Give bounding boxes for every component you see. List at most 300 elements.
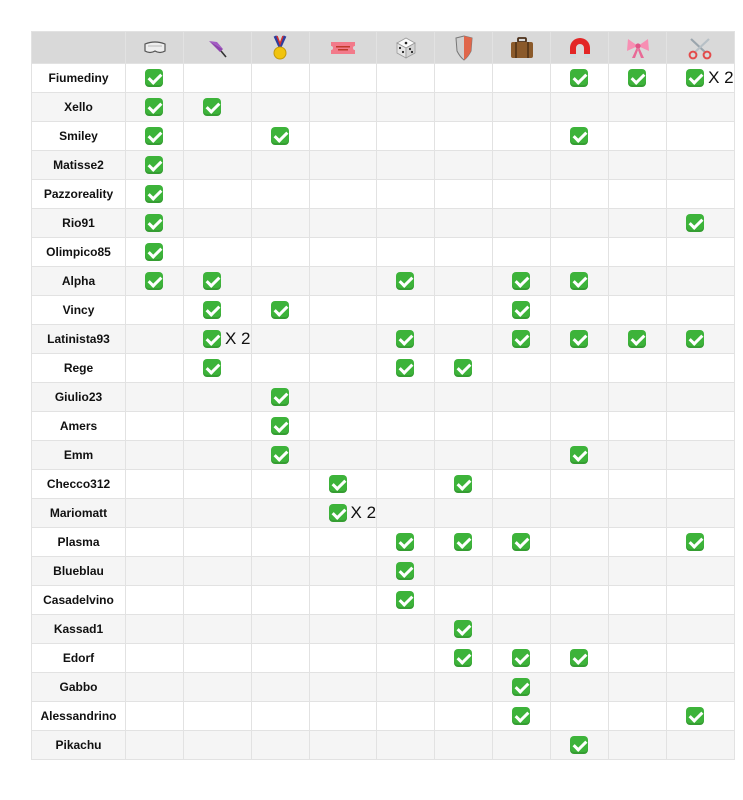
collection-cell bbox=[126, 615, 184, 644]
table-row bbox=[32, 238, 735, 267]
collection-cell bbox=[251, 209, 309, 238]
collection-cell bbox=[551, 441, 609, 470]
player-name: Xello bbox=[32, 93, 126, 122]
collection-cell bbox=[377, 383, 435, 412]
collection-cell bbox=[493, 267, 551, 296]
check-icon bbox=[145, 185, 163, 203]
collection-cell bbox=[609, 673, 667, 702]
collection-cell bbox=[309, 441, 377, 470]
collection-cell bbox=[377, 644, 435, 673]
collection-cell bbox=[493, 615, 551, 644]
table-row bbox=[32, 151, 735, 180]
collection-cell bbox=[667, 702, 735, 731]
collection-cell bbox=[309, 499, 377, 528]
check-icon bbox=[512, 272, 530, 290]
collection-cell bbox=[251, 412, 309, 441]
player-name: Mariomatt bbox=[32, 499, 126, 528]
player-name: Rege bbox=[32, 354, 126, 383]
collection-cell bbox=[435, 325, 493, 354]
collection-cell bbox=[126, 151, 184, 180]
collection-cell bbox=[309, 731, 377, 760]
table-row bbox=[32, 180, 735, 209]
collection-cell bbox=[377, 267, 435, 296]
check-icon bbox=[145, 69, 163, 87]
player-name: Vincy bbox=[32, 296, 126, 325]
check-icon bbox=[203, 98, 221, 116]
collection-cell bbox=[551, 499, 609, 528]
collection-cell bbox=[609, 267, 667, 296]
header-goggles bbox=[126, 32, 184, 64]
collection-cell bbox=[667, 731, 735, 760]
collection-cell bbox=[377, 412, 435, 441]
collection-cell bbox=[184, 296, 252, 325]
collection-cell bbox=[184, 644, 252, 673]
collection-cell bbox=[609, 64, 667, 93]
collection-cell bbox=[493, 731, 551, 760]
collection-cell bbox=[184, 615, 252, 644]
collection-cell bbox=[667, 354, 735, 383]
table-row bbox=[32, 499, 735, 528]
collection-cell bbox=[551, 209, 609, 238]
collection-cell bbox=[309, 557, 377, 586]
collection-cell bbox=[493, 441, 551, 470]
table-row bbox=[32, 702, 735, 731]
collection-cell bbox=[377, 528, 435, 557]
collection-cell bbox=[609, 441, 667, 470]
check-icon bbox=[454, 649, 472, 667]
collection-cell bbox=[126, 354, 184, 383]
check-icon bbox=[570, 272, 588, 290]
collection-cell bbox=[251, 325, 309, 354]
collection-cell bbox=[184, 354, 252, 383]
collection-cell bbox=[493, 296, 551, 325]
scissors-icon bbox=[687, 36, 713, 60]
collection-cell bbox=[667, 151, 735, 180]
check-icon bbox=[396, 272, 414, 290]
check-icon bbox=[512, 649, 530, 667]
table-row bbox=[32, 296, 735, 325]
collection-cell bbox=[251, 296, 309, 325]
collection-cell bbox=[251, 673, 309, 702]
check-icon bbox=[145, 156, 163, 174]
table-row bbox=[32, 731, 735, 760]
ribbon-icon bbox=[625, 36, 651, 60]
ticket-icon bbox=[330, 40, 356, 56]
collection-cell bbox=[609, 209, 667, 238]
collection-cell bbox=[309, 209, 377, 238]
collection-cell bbox=[493, 586, 551, 615]
collection-cell bbox=[377, 731, 435, 760]
collection-cell bbox=[493, 644, 551, 673]
collection-cell bbox=[251, 499, 309, 528]
collection-cell bbox=[309, 528, 377, 557]
collection-cell bbox=[126, 325, 184, 354]
collection-cell bbox=[435, 151, 493, 180]
player-name: Pikachu bbox=[32, 731, 126, 760]
collection-cell bbox=[184, 412, 252, 441]
collection-cell bbox=[551, 93, 609, 122]
goggles-icon bbox=[143, 40, 167, 56]
check-icon bbox=[512, 330, 530, 348]
table-row bbox=[32, 354, 735, 383]
collection-cell bbox=[551, 615, 609, 644]
collection-cell bbox=[609, 731, 667, 760]
collection-cell bbox=[493, 673, 551, 702]
collection-cell bbox=[493, 499, 551, 528]
check-icon bbox=[271, 388, 289, 406]
multiplier-label: X 2 bbox=[225, 329, 251, 348]
collection-cell bbox=[184, 557, 252, 586]
collection-cell bbox=[609, 325, 667, 354]
table-row bbox=[32, 470, 735, 499]
collection-cell bbox=[435, 180, 493, 209]
table-row bbox=[32, 93, 735, 122]
collection-cell bbox=[551, 673, 609, 702]
collection-cell bbox=[377, 325, 435, 354]
check-icon bbox=[454, 620, 472, 638]
table-row bbox=[32, 441, 735, 470]
collection-cell bbox=[309, 151, 377, 180]
collection-cell bbox=[309, 267, 377, 296]
player-name: Giulio23 bbox=[32, 383, 126, 412]
collection-cell bbox=[251, 238, 309, 267]
check-icon bbox=[203, 272, 221, 290]
check-icon bbox=[396, 562, 414, 580]
collection-cell bbox=[667, 557, 735, 586]
collection-cell bbox=[435, 93, 493, 122]
check-icon bbox=[396, 533, 414, 551]
collection-cell bbox=[377, 122, 435, 151]
collection-cell bbox=[309, 412, 377, 441]
player-name: Casadelvino bbox=[32, 586, 126, 615]
collection-cell bbox=[251, 151, 309, 180]
collection-cell bbox=[251, 354, 309, 383]
collection-cell bbox=[309, 354, 377, 383]
collection-cell bbox=[377, 702, 435, 731]
collection-cell bbox=[126, 238, 184, 267]
collection-cell bbox=[667, 180, 735, 209]
collection-cell bbox=[377, 238, 435, 267]
check-icon bbox=[145, 243, 163, 261]
medal-icon bbox=[270, 35, 290, 61]
collection-cell bbox=[435, 354, 493, 383]
collection-cell bbox=[493, 557, 551, 586]
collection-cell bbox=[609, 557, 667, 586]
collection-cell bbox=[667, 267, 735, 296]
collection-cell bbox=[551, 267, 609, 296]
table-row bbox=[32, 325, 735, 354]
collection-cell bbox=[493, 325, 551, 354]
collection-cell bbox=[184, 673, 252, 702]
collection-cell bbox=[251, 557, 309, 586]
header-medal bbox=[251, 32, 309, 64]
table-row bbox=[32, 673, 735, 702]
collection-cell bbox=[493, 209, 551, 238]
collection-cell bbox=[551, 296, 609, 325]
collection-cell bbox=[377, 296, 435, 325]
collection-cell bbox=[435, 267, 493, 296]
collection-cell bbox=[309, 325, 377, 354]
collection-cell bbox=[126, 644, 184, 673]
collection-cell bbox=[184, 470, 252, 499]
table-row bbox=[32, 528, 735, 557]
collection-cell bbox=[377, 93, 435, 122]
collection-cell bbox=[435, 702, 493, 731]
check-icon bbox=[329, 475, 347, 493]
collection-cell bbox=[126, 470, 184, 499]
check-icon bbox=[628, 330, 646, 348]
collection-cell bbox=[126, 557, 184, 586]
collection-cell bbox=[551, 354, 609, 383]
table-row bbox=[32, 64, 735, 93]
collection-cell bbox=[609, 702, 667, 731]
collection-cell bbox=[667, 325, 735, 354]
header-shield bbox=[435, 32, 493, 64]
collection-cell bbox=[609, 412, 667, 441]
collection-cell bbox=[184, 151, 252, 180]
collection-cell bbox=[551, 412, 609, 441]
collection-cell bbox=[126, 441, 184, 470]
collection-cell bbox=[184, 702, 252, 731]
check-icon bbox=[686, 214, 704, 232]
collection-cell bbox=[377, 209, 435, 238]
header-row bbox=[32, 32, 735, 64]
table-row bbox=[32, 122, 735, 151]
collection-cell bbox=[126, 180, 184, 209]
check-icon bbox=[203, 301, 221, 319]
collection-cell bbox=[126, 412, 184, 441]
collection-cell bbox=[377, 499, 435, 528]
collection-cell bbox=[126, 673, 184, 702]
check-icon bbox=[512, 707, 530, 725]
multiplier-label: X 2 bbox=[708, 68, 734, 87]
collection-cell bbox=[551, 122, 609, 151]
collection-cell bbox=[551, 470, 609, 499]
collection-cell bbox=[551, 151, 609, 180]
check-icon bbox=[396, 591, 414, 609]
header-dice bbox=[377, 32, 435, 64]
collection-cell bbox=[667, 383, 735, 412]
check-icon bbox=[512, 678, 530, 696]
collection-cell bbox=[551, 731, 609, 760]
collection-cell bbox=[184, 64, 252, 93]
check-icon bbox=[454, 533, 472, 551]
collection-cell bbox=[251, 615, 309, 644]
check-icon bbox=[686, 707, 704, 725]
collection-cell bbox=[551, 644, 609, 673]
collection-cell bbox=[493, 93, 551, 122]
collection-cell bbox=[667, 470, 735, 499]
collection-cell bbox=[377, 441, 435, 470]
check-icon bbox=[512, 533, 530, 551]
collection-cell bbox=[126, 122, 184, 151]
collection-cell bbox=[667, 673, 735, 702]
table-row bbox=[32, 209, 735, 238]
collection-cell bbox=[309, 180, 377, 209]
collection-cell bbox=[184, 731, 252, 760]
collection-cell bbox=[251, 586, 309, 615]
collection-cell bbox=[609, 180, 667, 209]
player-name: Alpha bbox=[32, 267, 126, 296]
table-row bbox=[32, 267, 735, 296]
table-row bbox=[32, 644, 735, 673]
collection-cell bbox=[667, 615, 735, 644]
collection-cell bbox=[377, 64, 435, 93]
check-icon bbox=[454, 359, 472, 377]
collection-cell bbox=[377, 673, 435, 702]
collection-cell bbox=[184, 325, 252, 354]
check-icon bbox=[686, 69, 704, 87]
dice-icon bbox=[394, 36, 418, 60]
collection-cell bbox=[493, 412, 551, 441]
collection-cell bbox=[251, 731, 309, 760]
collection-cell bbox=[309, 122, 377, 151]
collection-cell bbox=[667, 296, 735, 325]
collection-cell bbox=[377, 557, 435, 586]
collection-cell bbox=[493, 470, 551, 499]
player-name: Plasma bbox=[32, 528, 126, 557]
collection-cell bbox=[309, 586, 377, 615]
collection-cell bbox=[609, 238, 667, 267]
collection-cell bbox=[377, 586, 435, 615]
check-icon bbox=[271, 417, 289, 435]
collection-cell bbox=[251, 644, 309, 673]
collection-cell bbox=[309, 296, 377, 325]
collection-cell bbox=[551, 586, 609, 615]
magnet-icon bbox=[567, 36, 593, 60]
collection-cell bbox=[493, 528, 551, 557]
collection-cell bbox=[184, 499, 252, 528]
collection-cell bbox=[493, 151, 551, 180]
collection-cell bbox=[377, 151, 435, 180]
collection-cell bbox=[493, 180, 551, 209]
collection-cell bbox=[435, 238, 493, 267]
check-icon bbox=[271, 301, 289, 319]
collection-cell bbox=[251, 64, 309, 93]
collection-cell bbox=[251, 122, 309, 151]
check-icon bbox=[570, 446, 588, 464]
player-name: Checco312 bbox=[32, 470, 126, 499]
collection-cell bbox=[251, 383, 309, 412]
collection-cell bbox=[667, 586, 735, 615]
collection-cell bbox=[309, 93, 377, 122]
check-icon bbox=[686, 533, 704, 551]
collection-cell bbox=[609, 644, 667, 673]
collection-cell bbox=[551, 325, 609, 354]
collection-cell bbox=[609, 615, 667, 644]
collection-cell bbox=[184, 209, 252, 238]
collection-cell bbox=[309, 470, 377, 499]
check-icon bbox=[145, 127, 163, 145]
collection-cell bbox=[493, 383, 551, 412]
player-name: Matisse2 bbox=[32, 151, 126, 180]
collection-table bbox=[31, 31, 735, 760]
collection-cell bbox=[435, 412, 493, 441]
collection-cell bbox=[126, 586, 184, 615]
player-name: Kassad1 bbox=[32, 615, 126, 644]
suitcase-icon bbox=[509, 36, 535, 60]
collection-cell bbox=[667, 93, 735, 122]
header-corner bbox=[32, 32, 126, 64]
check-icon bbox=[329, 504, 347, 522]
player-name: Edorf bbox=[32, 644, 126, 673]
check-icon bbox=[686, 330, 704, 348]
check-icon bbox=[145, 272, 163, 290]
collection-cell bbox=[377, 470, 435, 499]
collection-cell bbox=[184, 93, 252, 122]
check-icon bbox=[570, 127, 588, 145]
collection-cell bbox=[551, 557, 609, 586]
check-icon bbox=[203, 359, 221, 377]
table-row bbox=[32, 615, 735, 644]
collection-cell bbox=[609, 93, 667, 122]
collection-cell bbox=[493, 238, 551, 267]
check-icon bbox=[145, 98, 163, 116]
collection-cell bbox=[435, 441, 493, 470]
collection-cell bbox=[609, 383, 667, 412]
collection-cell bbox=[493, 122, 551, 151]
check-icon bbox=[271, 127, 289, 145]
table-body bbox=[32, 64, 735, 760]
player-name: Latinista93 bbox=[32, 325, 126, 354]
collection-cell bbox=[309, 64, 377, 93]
table-row bbox=[32, 412, 735, 441]
collection-cell bbox=[184, 267, 252, 296]
collection-cell bbox=[377, 354, 435, 383]
check-icon bbox=[512, 301, 530, 319]
table-row bbox=[32, 586, 735, 615]
collection-cell bbox=[609, 354, 667, 383]
table-row bbox=[32, 383, 735, 412]
collection-cell bbox=[184, 383, 252, 412]
umbrella-icon bbox=[205, 36, 229, 60]
check-icon bbox=[570, 736, 588, 754]
collection-cell bbox=[435, 731, 493, 760]
collection-cell bbox=[126, 702, 184, 731]
collection-cell bbox=[251, 702, 309, 731]
collection-cell bbox=[377, 180, 435, 209]
collection-cell bbox=[126, 528, 184, 557]
collection-cell bbox=[126, 267, 184, 296]
collection-cell bbox=[251, 267, 309, 296]
collection-cell bbox=[126, 296, 184, 325]
collection-cell bbox=[435, 499, 493, 528]
collection-cell bbox=[435, 64, 493, 93]
collection-cell bbox=[667, 528, 735, 557]
collection-cell bbox=[551, 702, 609, 731]
player-name: Smiley bbox=[32, 122, 126, 151]
collection-cell bbox=[667, 64, 735, 93]
player-name: Olimpico85 bbox=[32, 238, 126, 267]
collection-cell bbox=[435, 122, 493, 151]
collection-cell bbox=[493, 702, 551, 731]
player-name: Amers bbox=[32, 412, 126, 441]
collection-cell bbox=[309, 702, 377, 731]
collection-cell bbox=[667, 122, 735, 151]
collection-cell bbox=[309, 383, 377, 412]
collection-cell bbox=[609, 470, 667, 499]
player-name: Alessandrino bbox=[32, 702, 126, 731]
player-name: Gabbo bbox=[32, 673, 126, 702]
collection-cell bbox=[667, 441, 735, 470]
collection-cell bbox=[609, 151, 667, 180]
shield-icon bbox=[454, 35, 474, 61]
collection-cell bbox=[251, 441, 309, 470]
collection-cell bbox=[435, 644, 493, 673]
player-name: Fiumediny bbox=[32, 64, 126, 93]
collection-cell bbox=[251, 180, 309, 209]
collection-cell bbox=[435, 673, 493, 702]
